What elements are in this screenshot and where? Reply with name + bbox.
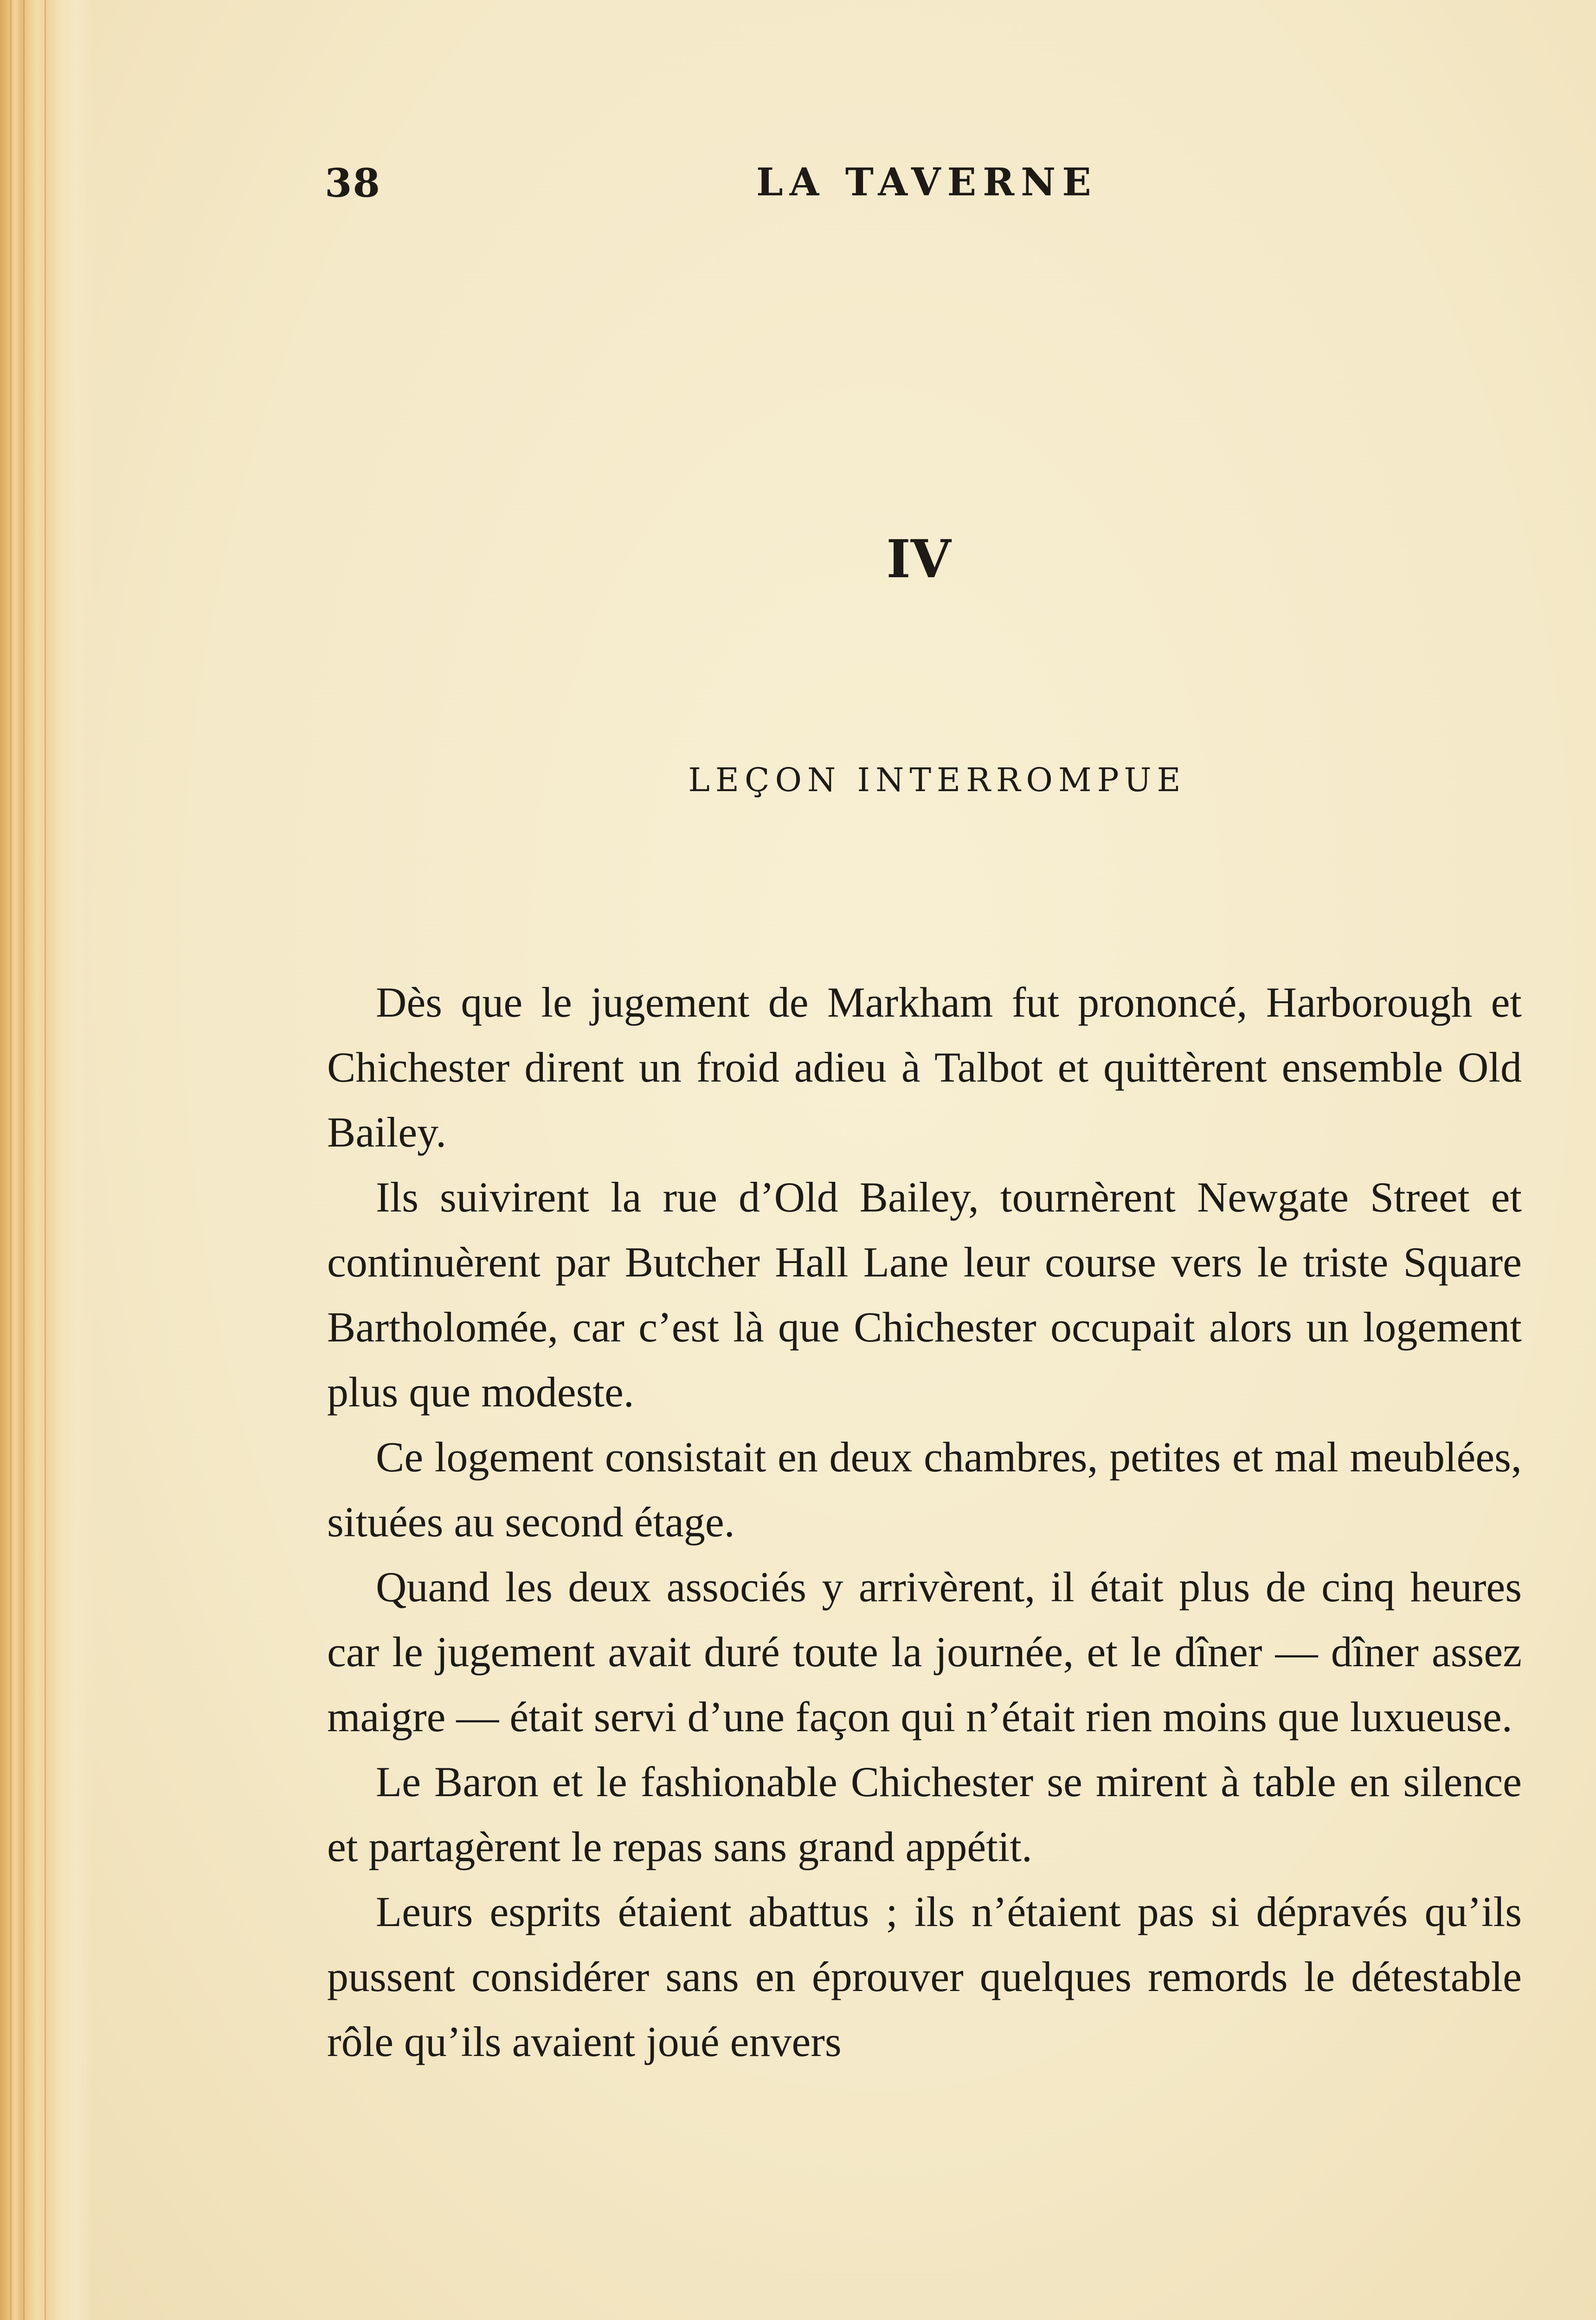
page-edge-line — [10, 0, 12, 2320]
paragraph: Ce logement consistait en deux chambres, petites et mal meublées, situées au second étage. — [327, 1433, 1522, 1546]
running-title: LA TAVERNE — [756, 160, 1098, 205]
paragraph: Leurs esprits étaient abattus ; ils n’étaient pas si dépravés qu’ils pussent considérer sans en éprouver quelques remords le détestable rôle qu’ils avaient joué envers — [327, 1888, 1522, 2065]
running-head — [325, 160, 1271, 220]
page-number: 38 — [325, 160, 381, 206]
chapter-title: LEÇON INTERROMPUE — [688, 761, 1186, 799]
page-edge-line — [23, 0, 25, 2320]
page-edge-line — [45, 0, 46, 2320]
body-text — [327, 970, 1522, 2074]
page-edge — [0, 0, 93, 2320]
chapter-number: IV — [886, 529, 951, 590]
paragraph: Dès que le jugement de Markham fut prononcé, Harborough et Chichester dirent un froid adieu à Talbot et quittèrent ensemble Old Bailey. — [327, 979, 1522, 1156]
paragraph: Ils suivirent la rue d’Old Bailey, tournèrent Newgate Street et continuèrent par Butcher Hall Lane leur course vers le triste Square Bartholomée, car c’est là que Chichester occupait alors un logement plus que modeste. — [327, 1173, 1522, 1416]
paragraph: Quand les deux associés y arrivèrent, il était plus de cinq heures car le jugement avait duré toute la journée, et le dîner — dîner assez maigre — était servi d’une façon qui n’était rien moins que luxueuse. — [327, 1563, 1522, 1740]
paragraph: Le Baron et le fashionable Chichester se mirent à table en silence et partagèrent le repas sans grand appétit. — [327, 1758, 1522, 1870]
